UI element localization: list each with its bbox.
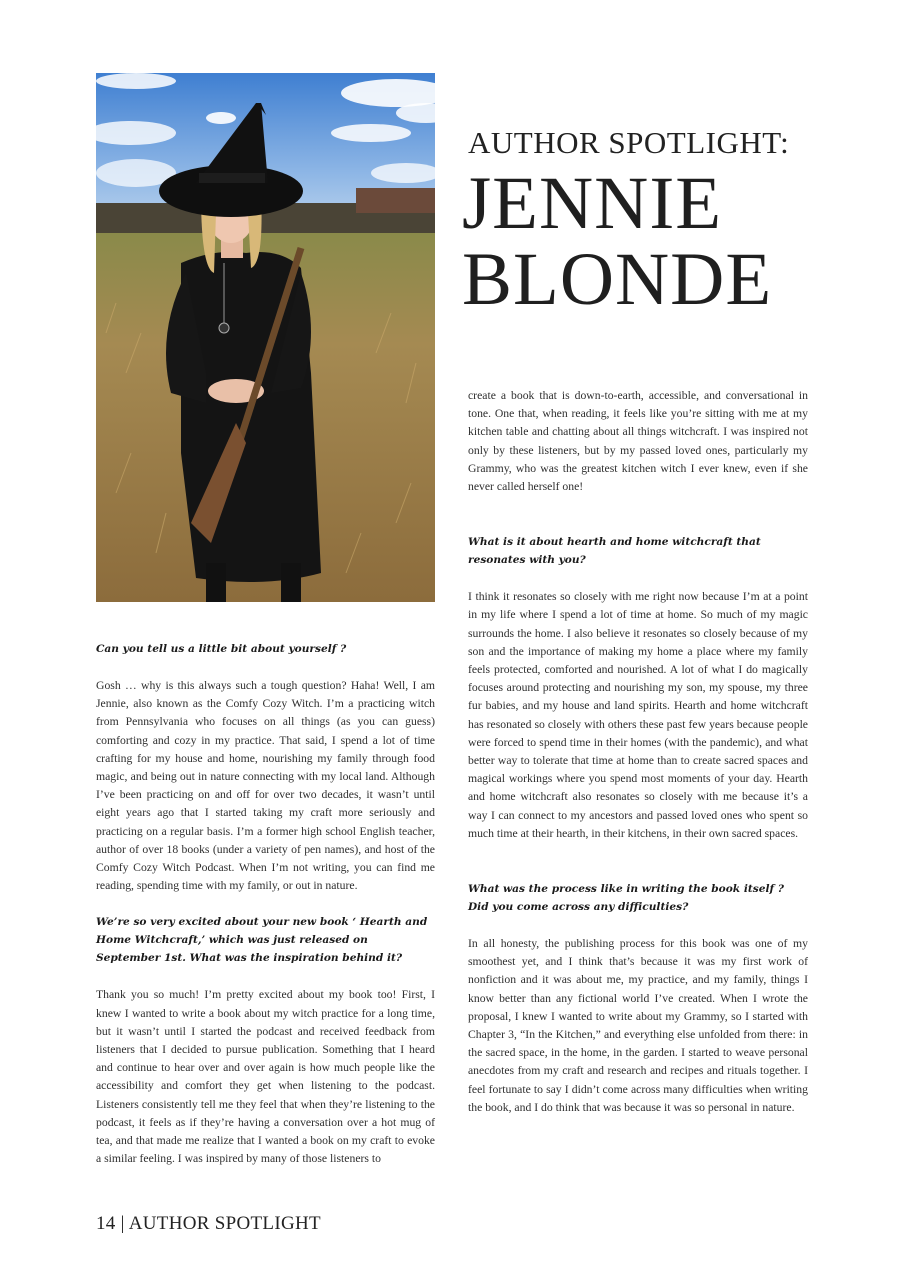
answer-3: I think it resonates so closely with me right now because I’m at a point in my life where I spend a lot of time at home. So much of my magic surrounds the home. I also believe it resonates so closely because of my son and the importance of making my home a place where my family feels protected, comforted and nourished. A lot of what I do magically focuses around protecting and nourishing my son, my spouse, my three fur babies, and my house and land spirits. Hearth and home witchcraft has resonated so closely with others these past few years because people were forced to spend time in their homes (with the pandemic), and what better way to tolerate that time at home than to create sacred spaces and magical workings where you spend most moments of your day. Hearth and home witchcraft also resonates so closely with me because it’s a way I can connect to my ancestors and passed loved ones who spent so much time at their hearth, in their kitchens, in their own sacred spaces. bbox=[468, 590, 808, 840]
spotlight-kicker: AUTHOR SPOTLIGHT: bbox=[468, 125, 790, 160]
question-1: Can you tell us a little bit about yourself ? bbox=[96, 643, 347, 655]
left-column bbox=[96, 640, 435, 1168]
answer-1: Gosh … why is this always such a tough question? Haha! Well, I am Jennie, also known as the Comfy Cozy Witch. I’m a practicing witch from Pennsylvania who focuses on all things (as you can guess) comforting and cozy in my practice. That said, I spend a lot of time crafting for my house and home, nourishing my family through food magic, and being out in nature connecting with my local land. Although I’ve been practicing on and off for over two decades, it wasn’t until eight years ago that I started taking my craft more seriously and practicing on a regular basis. I’m a former high school English teacher, author of over 18 books (under a variety of pen names), and host of the Comfy Cozy Witch Podcast. When I’m not writing, you can find me reading, spending time with my family, or out in nature. bbox=[96, 679, 435, 893]
question-2: We’re so very excited about your new book ‘ Hearth and Home Witchcraft,’ which was just released on September 1st. What was the inspiration behind it? bbox=[96, 916, 428, 965]
right-column bbox=[468, 387, 808, 1117]
answer-2: Thank you so much! I’m pretty excited about my book too! First, I knew I wanted to write a book about my witch practice for a long time, but it wasn’t until I started the podcast and received feedback from listeners that I decided to pursue publication. Something that I heard and continue to hear over and over again is how much people like the accessibility and comfort they get when listening to the podcast. Listeners consistently tell me they feel that when they’re listening to the podcast, it feels as if they’re having a conversation over a hot mug of tea, and that made me realize that I wanted a book on my craft to evoke a similar feeling. I was inspired by many of those listeners to bbox=[96, 988, 435, 1166]
author-last-name: BLONDE bbox=[462, 238, 773, 321]
question-4: What was the process like in writing the book itself ? Did you come across any difficulties? bbox=[468, 883, 784, 914]
answer-4: In all honesty, the publishing process for this book was one of my smoothest yet, and I think that’s because it was my first work of nonfiction and it was about me, my practice, and my family, things I know better than any fictional world I’ve created. When I wrote the proposal, I knew I wanted to write about my Grammy, so I started with Chapter 3, “In the Kitchen,” and everything else unfolded from there: in the sacred space, in the home, in the garden. I started to weave personal anecdotes from my craft and research and recipes and rituals together. I feel fortunate to say I didn’t come across many difficulties when writing the book, and I do think that was because it was so personal in nature. bbox=[468, 937, 808, 1114]
author-photo bbox=[96, 73, 435, 602]
author-first-name: JENNIE bbox=[462, 162, 723, 245]
page-footer: 14 | AUTHOR SPOTLIGHT bbox=[96, 1213, 321, 1234]
author-name bbox=[462, 162, 882, 321]
answer-2-continued: create a book that is down-to-earth, accessible, and conversational in tone. One that, when reading, it feels like you’re sitting with me at my kitchen table and chatting about all things witchcraft. I was inspired not only by these listeners, but by my passed loved ones, particularly my Grammy, who was the greatest kitchen witch I ever knew, even if she never called herself one! bbox=[468, 389, 808, 494]
question-3: What is it about hearth and home witchcraft that resonates with you? bbox=[468, 536, 761, 567]
